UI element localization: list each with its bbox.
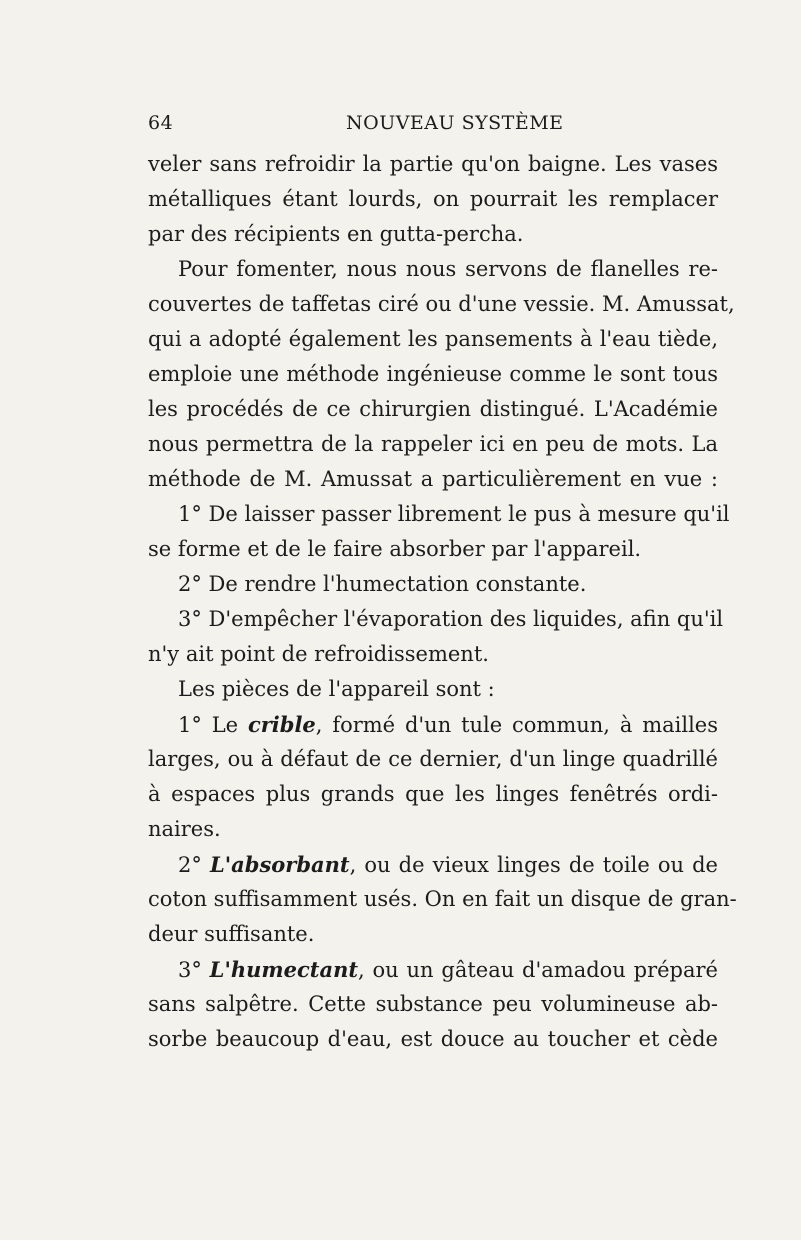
term-absorbant: L'absorbant: [209, 852, 350, 877]
text-line: se forme et de le faire absorber par l'appareil.: [148, 537, 642, 561]
body-text: [148, 147, 737, 1057]
text-line: 1° Le crible, formé d'un tule commun, à mailles: [178, 712, 718, 737]
text-line: coton suffisamment usés. On en fait un disque de gran-: [148, 887, 737, 911]
text-line: naires.: [148, 817, 221, 841]
text-line: nous permettra de la rappeler ici en peu de mots. La: [148, 432, 718, 456]
page-number: 64: [148, 112, 174, 134]
running-head: [148, 112, 718, 142]
text-line: n'y ait point de refroidissement.: [148, 642, 489, 666]
text-line: couvertes de taffetas ciré ou d'une vessie. M. Amussat,: [148, 292, 735, 316]
text-line: 2° De rendre l'humectation constante.: [178, 572, 587, 596]
text-line: qui a adopté également les pansements à l'eau tiède,: [148, 327, 718, 351]
text-line: sorbe beaucoup d'eau, est douce au toucher et cède: [148, 1027, 718, 1051]
term-humectant: L'humectant: [209, 957, 359, 982]
header-title: NOUVEAU SYSTÈME: [346, 112, 564, 134]
text-line: larges, ou à défaut de ce dernier, d'un linge quadrillé: [148, 747, 718, 771]
text-line: par des récipients en gutta-percha.: [148, 222, 524, 246]
text-line: les procédés de ce chirurgien distingué. L'Académie: [148, 397, 718, 421]
text-line: veler sans refroidir la partie qu'on baigne. Les vases: [148, 152, 718, 176]
text-line: Pour fomenter, nous nous servons de flanelles re-: [178, 257, 718, 281]
text-line: 2° L'absorbant, ou de vieux linges de toile ou de: [178, 852, 718, 877]
text-line: deur suffisante.: [148, 922, 315, 946]
text-line: métalliques étant lourds, on pourrait les remplacer: [148, 187, 718, 211]
text-line: méthode de M. Amussat a particulièrement en vue :: [148, 467, 718, 491]
text-line: sans salpêtre. Cette substance peu volumineuse ab-: [148, 992, 718, 1016]
text-line: Les pièces de l'appareil sont :: [178, 677, 495, 701]
text-line: 1° De laisser passer librement le pus à mesure qu'il: [178, 502, 730, 526]
term-crible: crible: [247, 712, 316, 737]
text-line: 3° L'humectant, ou un gâteau d'amadou préparé: [178, 957, 718, 982]
text-line: à espaces plus grands que les linges fenêtrés ordi-: [148, 782, 718, 806]
text-line: 3° D'empêcher l'évaporation des liquides, afin qu'il: [178, 607, 724, 631]
text-line: emploie une méthode ingénieuse comme le sont tous: [148, 362, 718, 386]
